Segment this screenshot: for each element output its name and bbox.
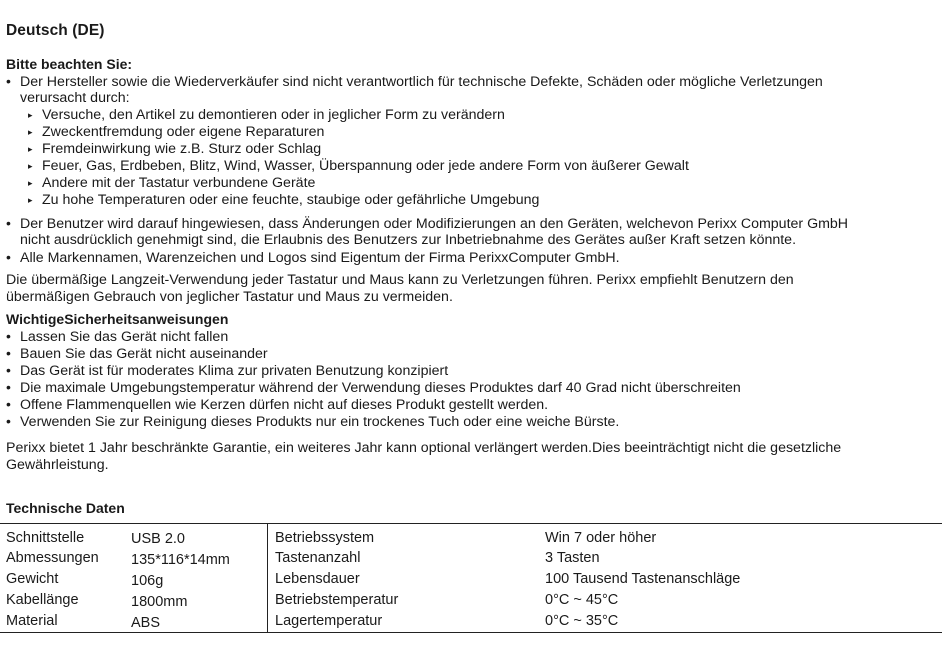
triangle-bullet-icon: ▸: [28, 161, 33, 171]
bullet-icon: •: [6, 396, 11, 412]
notice-heading: Bitte beachten Sie:: [6, 56, 133, 72]
spec-value: 106g: [131, 573, 164, 589]
notice-intro-continued: verursacht durch:: [20, 90, 130, 106]
triangle-bullet-icon: ▸: [28, 144, 33, 154]
overuse-warning-continued: übermäßigen Gebrauch von jeglicher Tastatur und Maus zu vermeiden.: [6, 289, 453, 305]
triangle-bullet-icon: ▸: [28, 110, 33, 120]
column-divider: [267, 524, 268, 632]
bullet-icon: •: [6, 249, 11, 265]
safety-item: • Das Gerät ist für moderates Klima zur privaten Benutzung konzipiert: [6, 362, 449, 379]
spec-value: Win 7 oder höher: [545, 530, 657, 546]
spec-label: Gewicht: [6, 571, 59, 587]
bullet-icon: •: [6, 328, 11, 344]
spec-label: Schnittstelle: [6, 530, 85, 546]
safety-item: • Die maximale Umgebungstemperatur während der Verwendung dieses Produktes darf 40 Grad nicht überschreiten: [6, 379, 741, 396]
notice-intro: [6, 73, 944, 91]
triangle-bullet-icon: ▸: [28, 195, 33, 205]
spec-value: ABS: [131, 615, 161, 631]
bullet-icon: •: [6, 215, 11, 231]
triangle-bullet-icon: ▸: [28, 178, 33, 188]
triangle-bullet-icon: ▸: [28, 127, 33, 137]
safety-heading: WichtigeSicherheitsanweisungen: [6, 311, 229, 327]
spec-value: USB 2.0: [131, 531, 185, 547]
cause-item: ▸ Andere mit der Tastatur verbundene Geräte: [28, 175, 316, 191]
modification-note: • Der Benutzer wird darauf hingewiesen, dass Änderungen oder Modifizierungen an den Geräten, welchevon Perixx Computer GmbH: [6, 215, 849, 232]
warranty-text: Perixx bietet 1 Jahr beschränkte Garantie, ein weiteres Jahr kann optional verlängert werden.Dies beeinträchtigt nicht die gesetzliche: [6, 440, 842, 456]
cause-item: ▸ Fremdeinwirkung wie z.B. Sturz oder Schlag: [28, 141, 322, 157]
bullet-icon: •: [6, 379, 11, 395]
notice-intro-text: Der Hersteller sowie die Wiederverkäufer sind nicht verantwortlich für technische Defekte, Schäden oder mögliche Verletzungen: [20, 74, 823, 90]
safety-item: • Lassen Sie das Gerät nicht fallen: [6, 328, 229, 345]
language-title: Deutsch (DE): [6, 22, 105, 39]
spec-label: Kabellänge: [6, 592, 79, 608]
spec-value: 100 Tausend Tastenanschläge: [545, 571, 741, 587]
safety-item: • Bauen Sie das Gerät nicht auseinander: [6, 345, 268, 362]
spec-label: Betriebstemperatur: [275, 592, 399, 608]
bullet-icon: •: [6, 73, 11, 89]
cause-item: ▸ Zu hohe Temperaturen oder eine feuchte, staubige oder gefährliche Umgebung: [28, 192, 540, 208]
warranty-text-continued: Gewährleistung.: [6, 457, 109, 473]
specs-table: [0, 523, 942, 633]
spec-value: 1800mm: [131, 594, 188, 610]
modification-note-continued: nicht ausdrücklich genehmigt sind, die Erlaubnis des Benutzers zur Inbetriebnahme des Gerätes außer Kraft setzen könnte.: [20, 232, 797, 248]
spec-value: 0°C ~ 35°C: [545, 613, 619, 629]
spec-value: 135*116*14mm: [131, 552, 230, 568]
overuse-warning: Die übermäßige Langzeit-Verwendung jeder Tastatur und Maus kann zu Verletzungen führen. Perixx empfiehlt Benutzern den: [6, 272, 794, 288]
trademarks-note: • Alle Markennamen, Warenzeichen und Logos sind Eigentum der Firma PerixxComputer GmbH.: [6, 249, 620, 266]
spec-label: Tastenanzahl: [275, 550, 361, 566]
cause-item: ▸ Versuche, den Artikel zu demontieren oder in jeglicher Form zu verändern: [28, 107, 505, 123]
spec-label: Abmessungen: [6, 550, 99, 566]
spec-label: Lebensdauer: [275, 571, 360, 587]
spec-label: Material: [6, 613, 58, 629]
cause-item: ▸ Feuer, Gas, Erdbeben, Blitz, Wind, Wasser, Überspannung oder jede andere Form von äußerer Gewalt: [28, 158, 689, 174]
cause-item: ▸ Zweckentfremdung oder eigene Reparaturen: [28, 124, 325, 140]
safety-item: • Offene Flammenquellen wie Kerzen dürfen nicht auf dieses Produkt gestellt werden.: [6, 396, 549, 413]
spec-value: 0°C ~ 45°C: [545, 592, 619, 608]
bullet-icon: •: [6, 413, 11, 429]
specs-title: Technische Daten: [6, 500, 125, 516]
bullet-icon: •: [6, 345, 11, 361]
safety-item: • Verwenden Sie zur Reinigung dieses Produkts nur ein trockenes Tuch oder eine weiche Bürste.: [6, 413, 620, 430]
spec-value: 3 Tasten: [545, 550, 600, 566]
bullet-icon: •: [6, 362, 11, 378]
spec-label: Lagertemperatur: [275, 613, 383, 629]
spec-label: Betriebssystem: [275, 530, 375, 546]
